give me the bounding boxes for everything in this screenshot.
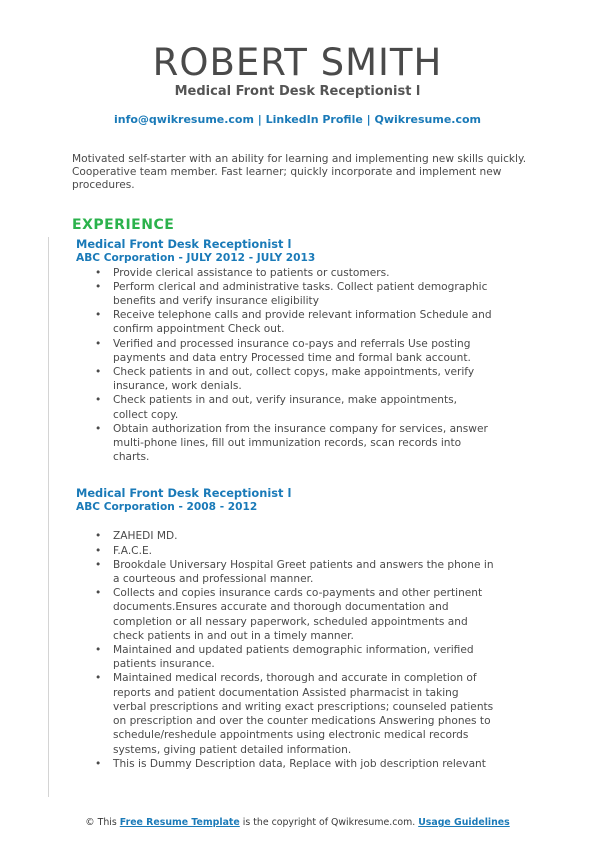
email-link[interactable]: info@qwikresume.com: [113, 113, 254, 126]
bullet-item: • Check patients in and out, collect copys, make appointments, verify insurance, work denials.: [113, 365, 495, 393]
contact-line: [0, 113, 595, 127]
timeline-divider: [48, 237, 49, 797]
footer-prefix: © This: [85, 817, 120, 828]
bullet-item: • Check patients in and out, verify insurance, make appointments, collect copy.: [113, 393, 495, 421]
summary-text: Motivated self-starter with an ability for learning and implementing new skills quickly. Cooperative team member. Fast learner; quickly incorporate and implement new procedures.: [72, 153, 527, 192]
footer-copyright: is the copyright of Qwikresume.com.: [239, 817, 419, 828]
bullet-item: • Maintained medical records, thorough and accurate in completion of reports and patient documentation Assisted pharmacist in taking verbal prescriptions and writing exact prescriptions; counseled patients on prescription and over the counter medications Answering phones to schedule/reshedule appointments using electronic medical records systems, giving patient detailed information.: [113, 671, 495, 756]
candidate-name: ROBERT SMITH: [152, 41, 443, 84]
experience-heading: EXPERIENCE: [72, 216, 175, 233]
job-bullets: [76, 266, 495, 465]
website-link[interactable]: Qwikresume.com: [374, 113, 482, 126]
page-footer: [0, 817, 595, 829]
job-bullets: [76, 529, 495, 770]
bullet-item: • Maintained and updated patients demographic information, verified patients insurance.: [113, 643, 495, 671]
bullet-item: • ZAHEDI MD.: [113, 529, 495, 543]
usage-guidelines-link[interactable]: Usage Guidelines: [418, 817, 510, 828]
bullet-item: • Verified and processed insurance co-pays and referrals Use posting payments and data entry Processed time and formal bank account.: [113, 337, 495, 365]
contact-separator: |: [362, 113, 375, 126]
bullet-item: • F.A.C.E.: [113, 544, 495, 558]
job-role: Medical Front Desk Receptionist l: [76, 486, 292, 501]
bullet-item: • Brookdale Universary Hospital Greet patients and answers the phone in a courteous and professional manner.: [113, 558, 495, 586]
job-company: ABC Corporation - 2008 - 2012: [76, 501, 258, 514]
job-entry: [76, 486, 595, 770]
experience-section: [48, 237, 595, 771]
bullet-item: • Receive telephone calls and provide relevant information Schedule and confirm appointment Check out.: [113, 308, 495, 336]
free-resume-template-link[interactable]: Free Resume Template: [119, 817, 240, 828]
bullet-item: • Obtain authorization from the insurance company for services, answer multi-phone lines, fill out immunization records, scan records into charts.: [113, 422, 495, 465]
job-company: ABC Corporation - JULY 2012 - JULY 2013: [76, 251, 316, 264]
bullet-item: • This is Dummy Description data, Replace with job description relevant: [113, 757, 495, 771]
resume-header: [0, 0, 595, 127]
bullet-item: • Collects and copies insurance cards co-payments and other pertinent documents.Ensures accurate and thorough documentation and completion or all nessary paperwork, scheduled appointments and check patients in and out in a timely manner.: [113, 586, 495, 643]
linkedin-link[interactable]: LinkedIn Profile: [265, 113, 363, 126]
contact-separator: |: [253, 113, 266, 126]
job-entry: [76, 237, 595, 465]
bullet-item: • Provide clerical assistance to patients or customers.: [113, 266, 495, 280]
job-role: Medical Front Desk Receptionist l: [76, 236, 292, 251]
candidate-title: Medical Front Desk Receptionist l: [174, 84, 421, 99]
bullet-item: • Perform clerical and administrative tasks. Collect patient demographic benefits and verify insurance eligibility: [113, 280, 495, 308]
